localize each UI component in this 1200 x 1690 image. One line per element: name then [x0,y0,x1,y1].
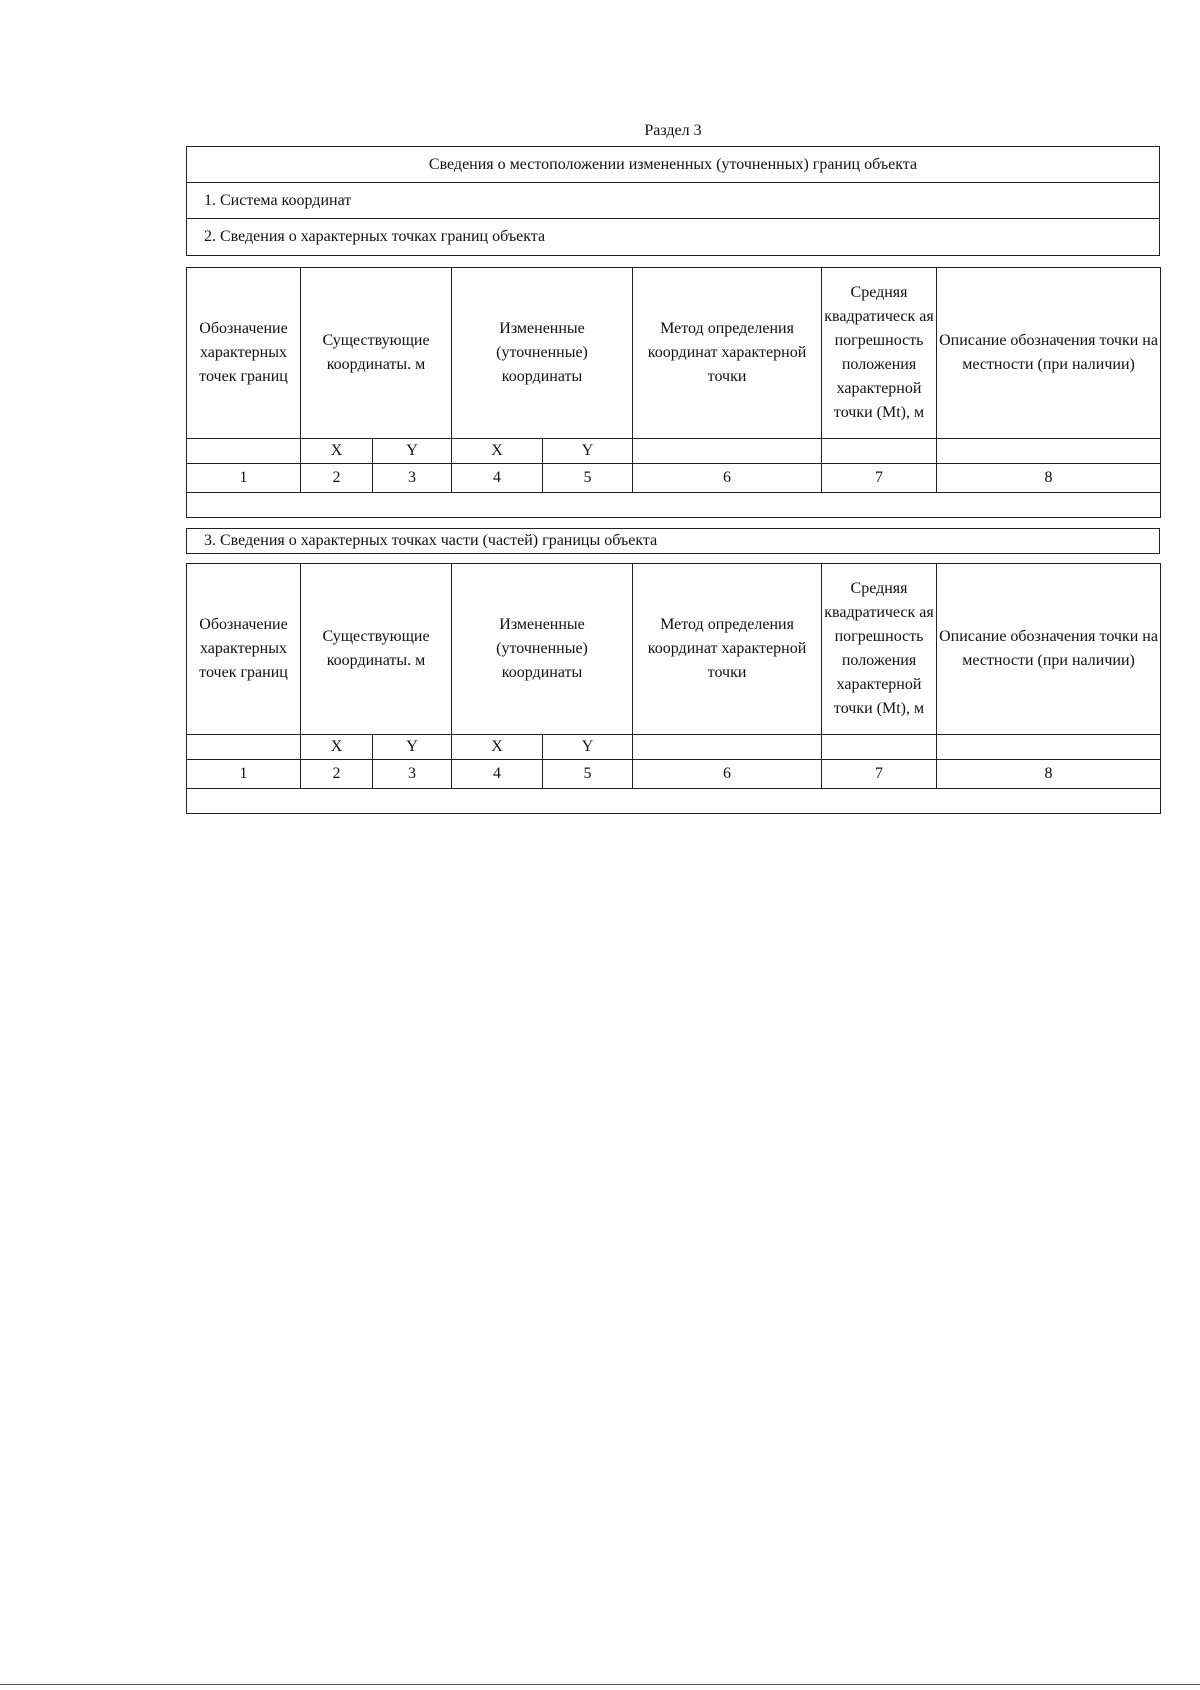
col-number: 1 [187,464,301,493]
col-number: 4 [452,760,543,789]
section-title: Раздел 3 [644,122,702,139]
sub-y-changed: Y [543,735,633,760]
sub-empty [187,735,301,760]
sub-empty [937,439,1161,464]
sub-empty [937,735,1161,760]
col-mean-error: Средняя квадратическ ая погрешность положения характерной точки (Mt), м [822,564,937,735]
empty-row [187,493,1161,518]
col-changed-coordinates: Измененные (уточненные) координаты [452,268,633,439]
sub-x-changed: X [452,735,543,760]
col-number: 3 [373,464,452,493]
col-description: Описание обозначения точки на местности (при наличии) [937,268,1161,439]
col-existing-coordinates: Существующие координаты. м [301,564,452,735]
coordinate-system-label: 1. Система координат [187,183,1159,219]
col-number: 4 [452,464,543,493]
sub-empty [822,735,937,760]
col-changed-coordinates: Измененные (уточненные) координаты [452,564,633,735]
header-box [186,146,1160,256]
col-point-designation: Обозначение характерных точек границ [187,268,301,439]
header-title: Сведения о местоположении измененных (уточненных) границ объекта [187,147,1159,183]
sub-y-existing: Y [373,439,452,464]
col-number: 7 [822,760,937,789]
boundary-points-label: 2. Сведения о характерных точках границ объекта [204,228,546,245]
sub-x-existing: X [301,439,373,464]
col-existing-coordinates: Существующие координаты. м [301,268,452,439]
sub-x-existing: X [301,735,373,760]
col-number: 5 [543,760,633,789]
boundary-points-table [186,267,1161,518]
col-mean-error: Средняя квадратическ ая погрешность положения характерной точки (Mt), м [822,268,937,439]
col-number: 6 [633,760,822,789]
col-number: 8 [937,464,1161,493]
sub-x-changed: X [452,439,543,464]
col-description: Описание обозначения точки на местности (при наличии) [937,564,1161,735]
sub-empty [187,439,301,464]
col-method: Метод определения координат характерной точки [633,564,822,735]
col-point-designation: Обозначение характерных точек границ [187,564,301,735]
part-boundary-heading: 3. Сведения о характерных точках части (частей) границы объекта [186,528,1160,554]
sub-y-existing: Y [373,735,452,760]
col-number: 2 [301,760,373,789]
col-method: Метод определения координат характерной точки [633,268,822,439]
col-number: 6 [633,464,822,493]
sub-y-changed: Y [543,439,633,464]
col-number: 2 [301,464,373,493]
sub-empty [633,735,822,760]
col-number: 3 [373,760,452,789]
bottom-rule [0,1684,1200,1685]
col-number: 7 [822,464,937,493]
part-boundary-points-table [186,563,1161,814]
sub-empty [633,439,822,464]
col-number: 8 [937,760,1161,789]
col-number: 5 [543,464,633,493]
empty-row [187,789,1161,814]
sub-empty [822,439,937,464]
col-number: 1 [187,760,301,789]
